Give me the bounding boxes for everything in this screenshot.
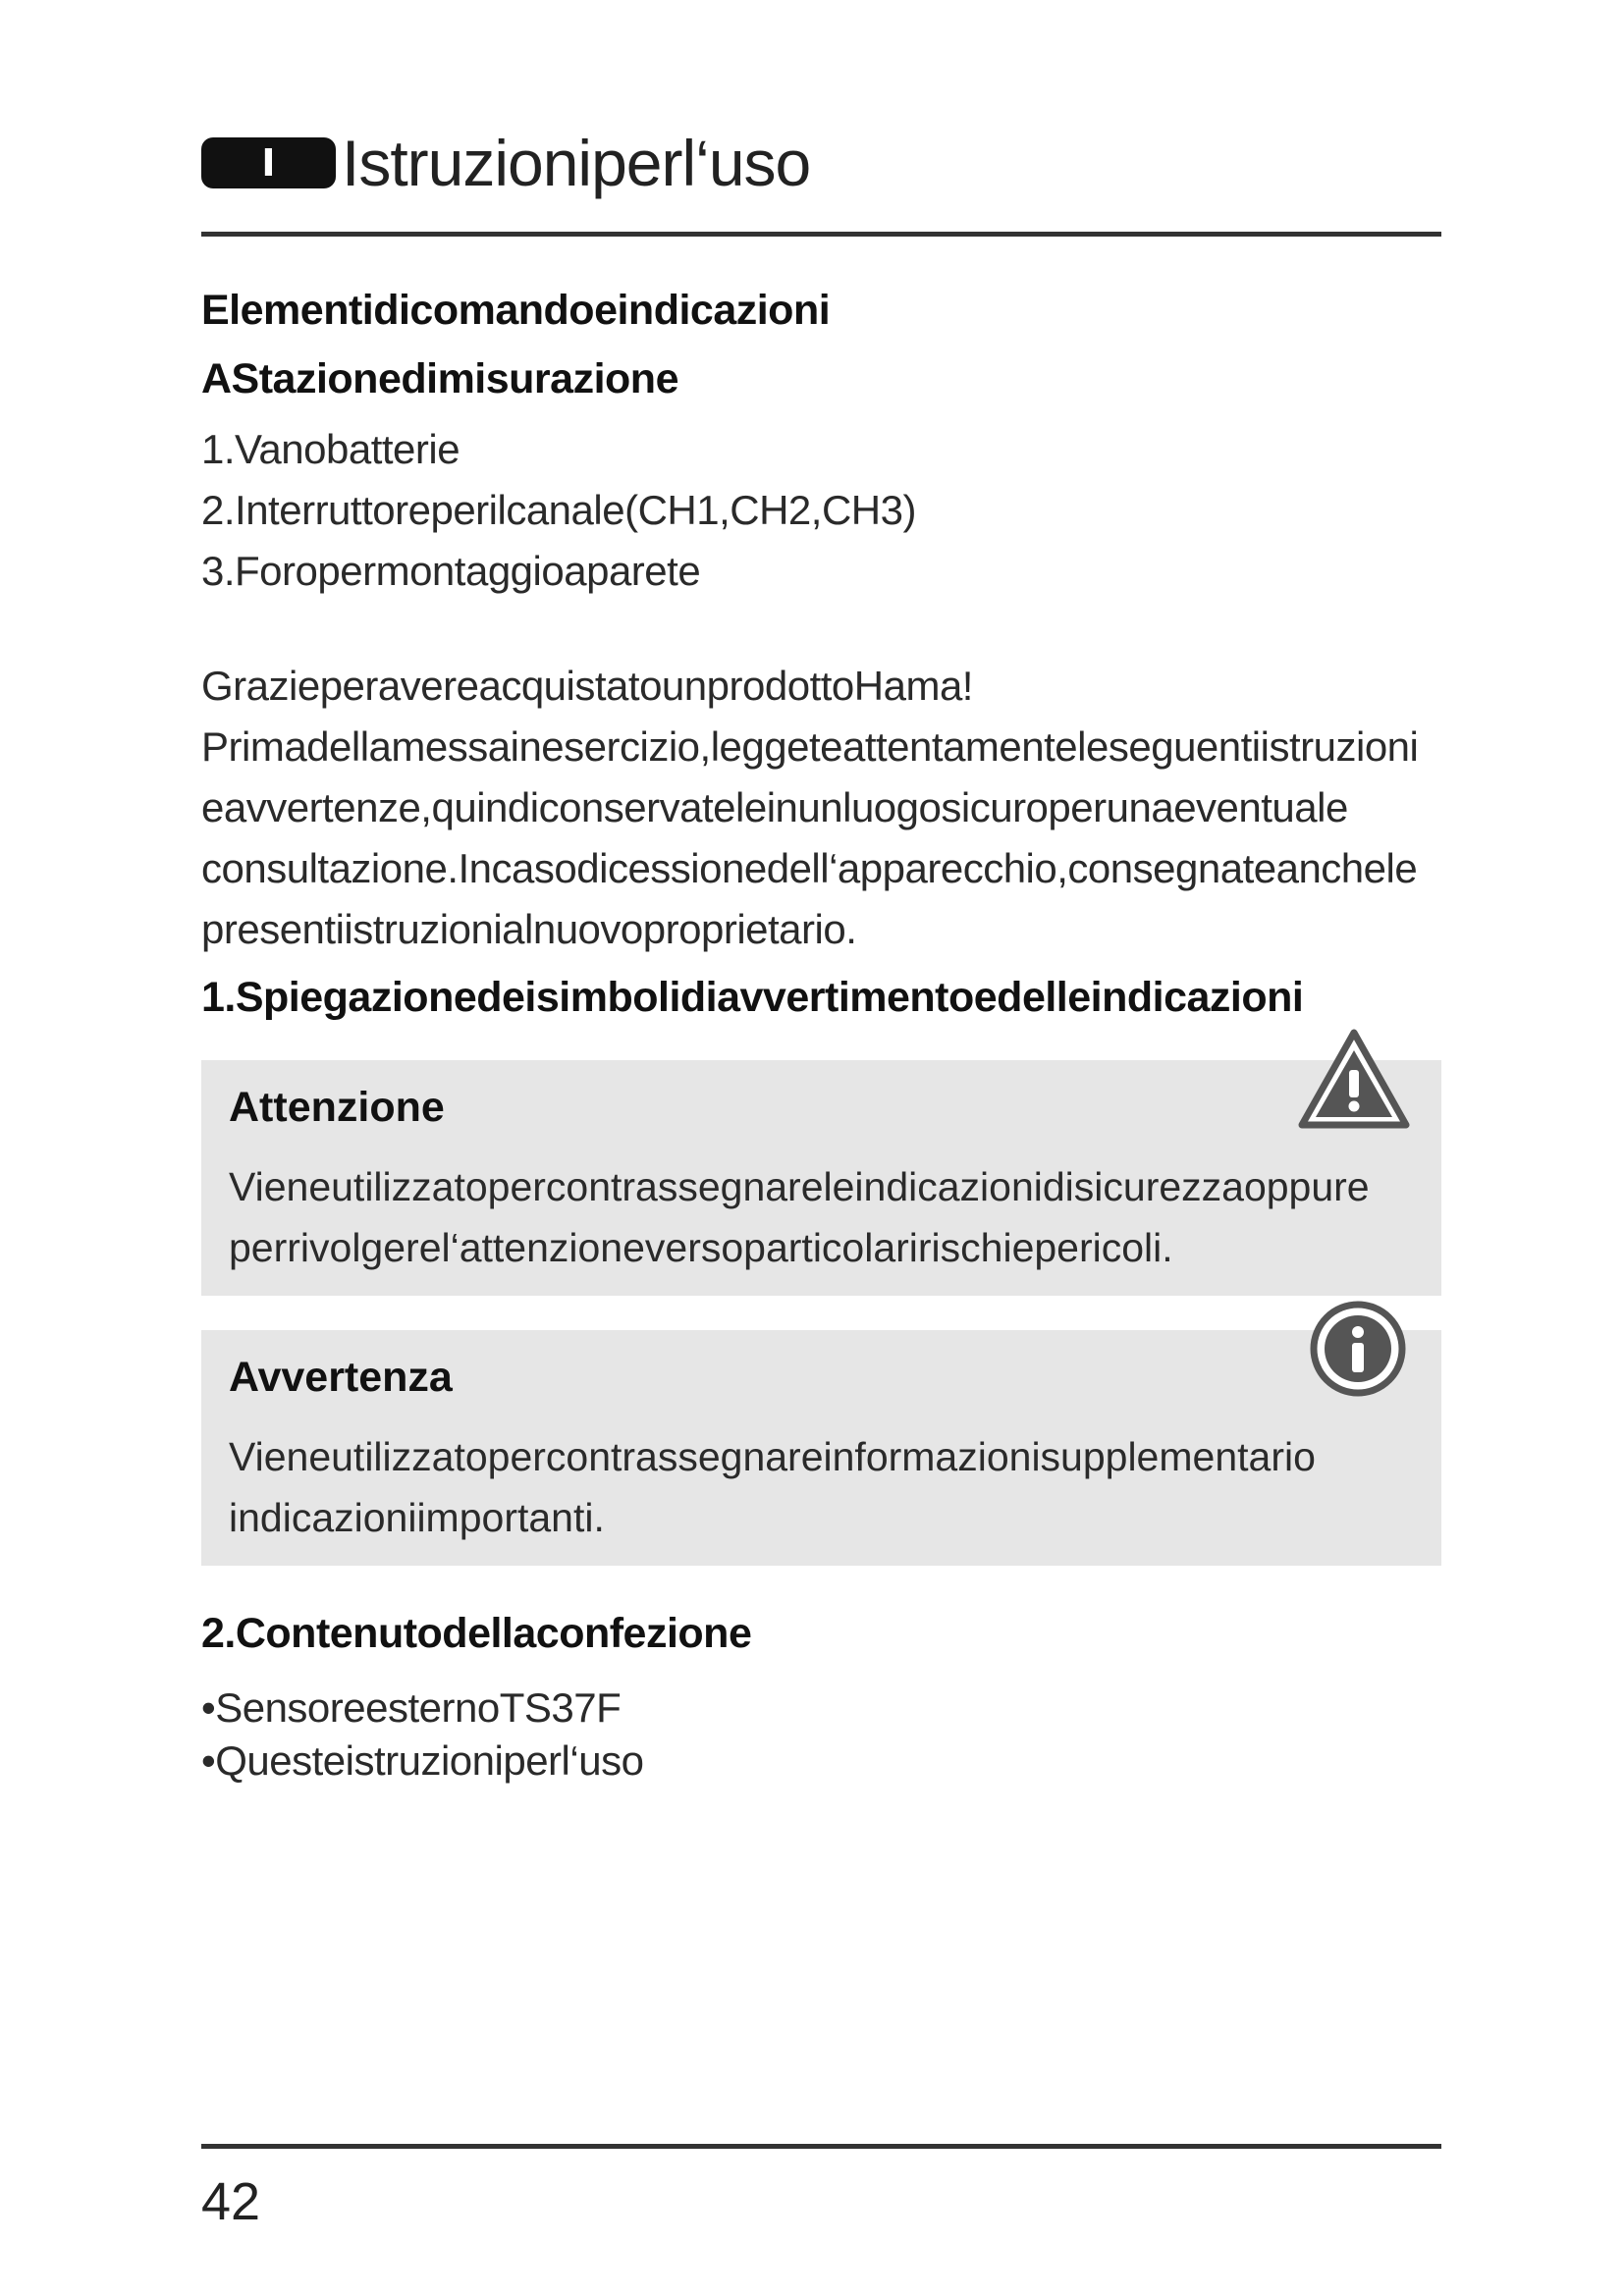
intro-line: GrazieperavereacquistatounprodottoHama! — [201, 663, 973, 709]
station-heading: AStazionedimisurazione — [201, 355, 678, 402]
note-box — [201, 1330, 1441, 1566]
warning-line: perrivolgerel‘attenzioneversoparticolaririschiepericoli. — [229, 1225, 1173, 1270]
section1-heading: 1.Spiegazionedeisimbolidiavvertimentoedelleindicazioni — [201, 974, 1304, 1021]
intro-line: presentiistruzionialnuovoproprietario. — [201, 906, 857, 952]
note-line: Vieneutilizzatopercontrassegnareinformazionisupplementario — [229, 1434, 1316, 1479]
note-text — [229, 1426, 1338, 1548]
header-divider — [201, 232, 1441, 237]
warning-line: Vieneutilizzatopercontrassegnareleindicazionidisicurezzaoppure — [229, 1164, 1370, 1209]
intro-line: eavvertenze,quindiconservateleinunluogosicuroperunaeventuale — [201, 784, 1348, 830]
list-item: 2.Interruttoreperilcanale(CH1,CH2,CH3) — [201, 487, 916, 533]
bullet-item: •SensoreesternoTS37F — [201, 1684, 622, 1731]
bullet-item: •Questeistruzioniperl‘uso — [201, 1737, 644, 1784]
language-badge: I — [201, 137, 336, 188]
warning-box — [201, 1060, 1441, 1296]
intro-line: Primadellamessainesercizio,leggeteattentamenteleseguentiistruzioni — [201, 723, 1419, 770]
note-line: indicazioniimportanti. — [229, 1495, 605, 1540]
intro-line: consultazione.Incasodicessionedell‘apparecchio,consegnateanchele — [201, 845, 1418, 891]
controls-heading: Elementidicomandoeindicazioni — [201, 287, 831, 334]
page-number: 42 — [201, 2172, 261, 2231]
info-circle-icon — [1309, 1300, 1407, 1398]
footer-divider — [201, 2144, 1441, 2149]
note-title: Avvertenza — [229, 1354, 453, 1401]
warning-text — [229, 1156, 1370, 1278]
list-item: 1.Vanobatterie — [201, 426, 460, 472]
warning-triangle-icon — [1296, 1027, 1412, 1133]
page-title: Istruzioniperl‘uso — [342, 127, 811, 199]
section2-heading: 2.Contenutodellaconfezione — [201, 1610, 752, 1657]
list-item: 3.Foropermontaggioaparete — [201, 548, 701, 594]
warning-title: Attenzione — [229, 1084, 445, 1131]
intro-paragraph — [201, 656, 1478, 960]
